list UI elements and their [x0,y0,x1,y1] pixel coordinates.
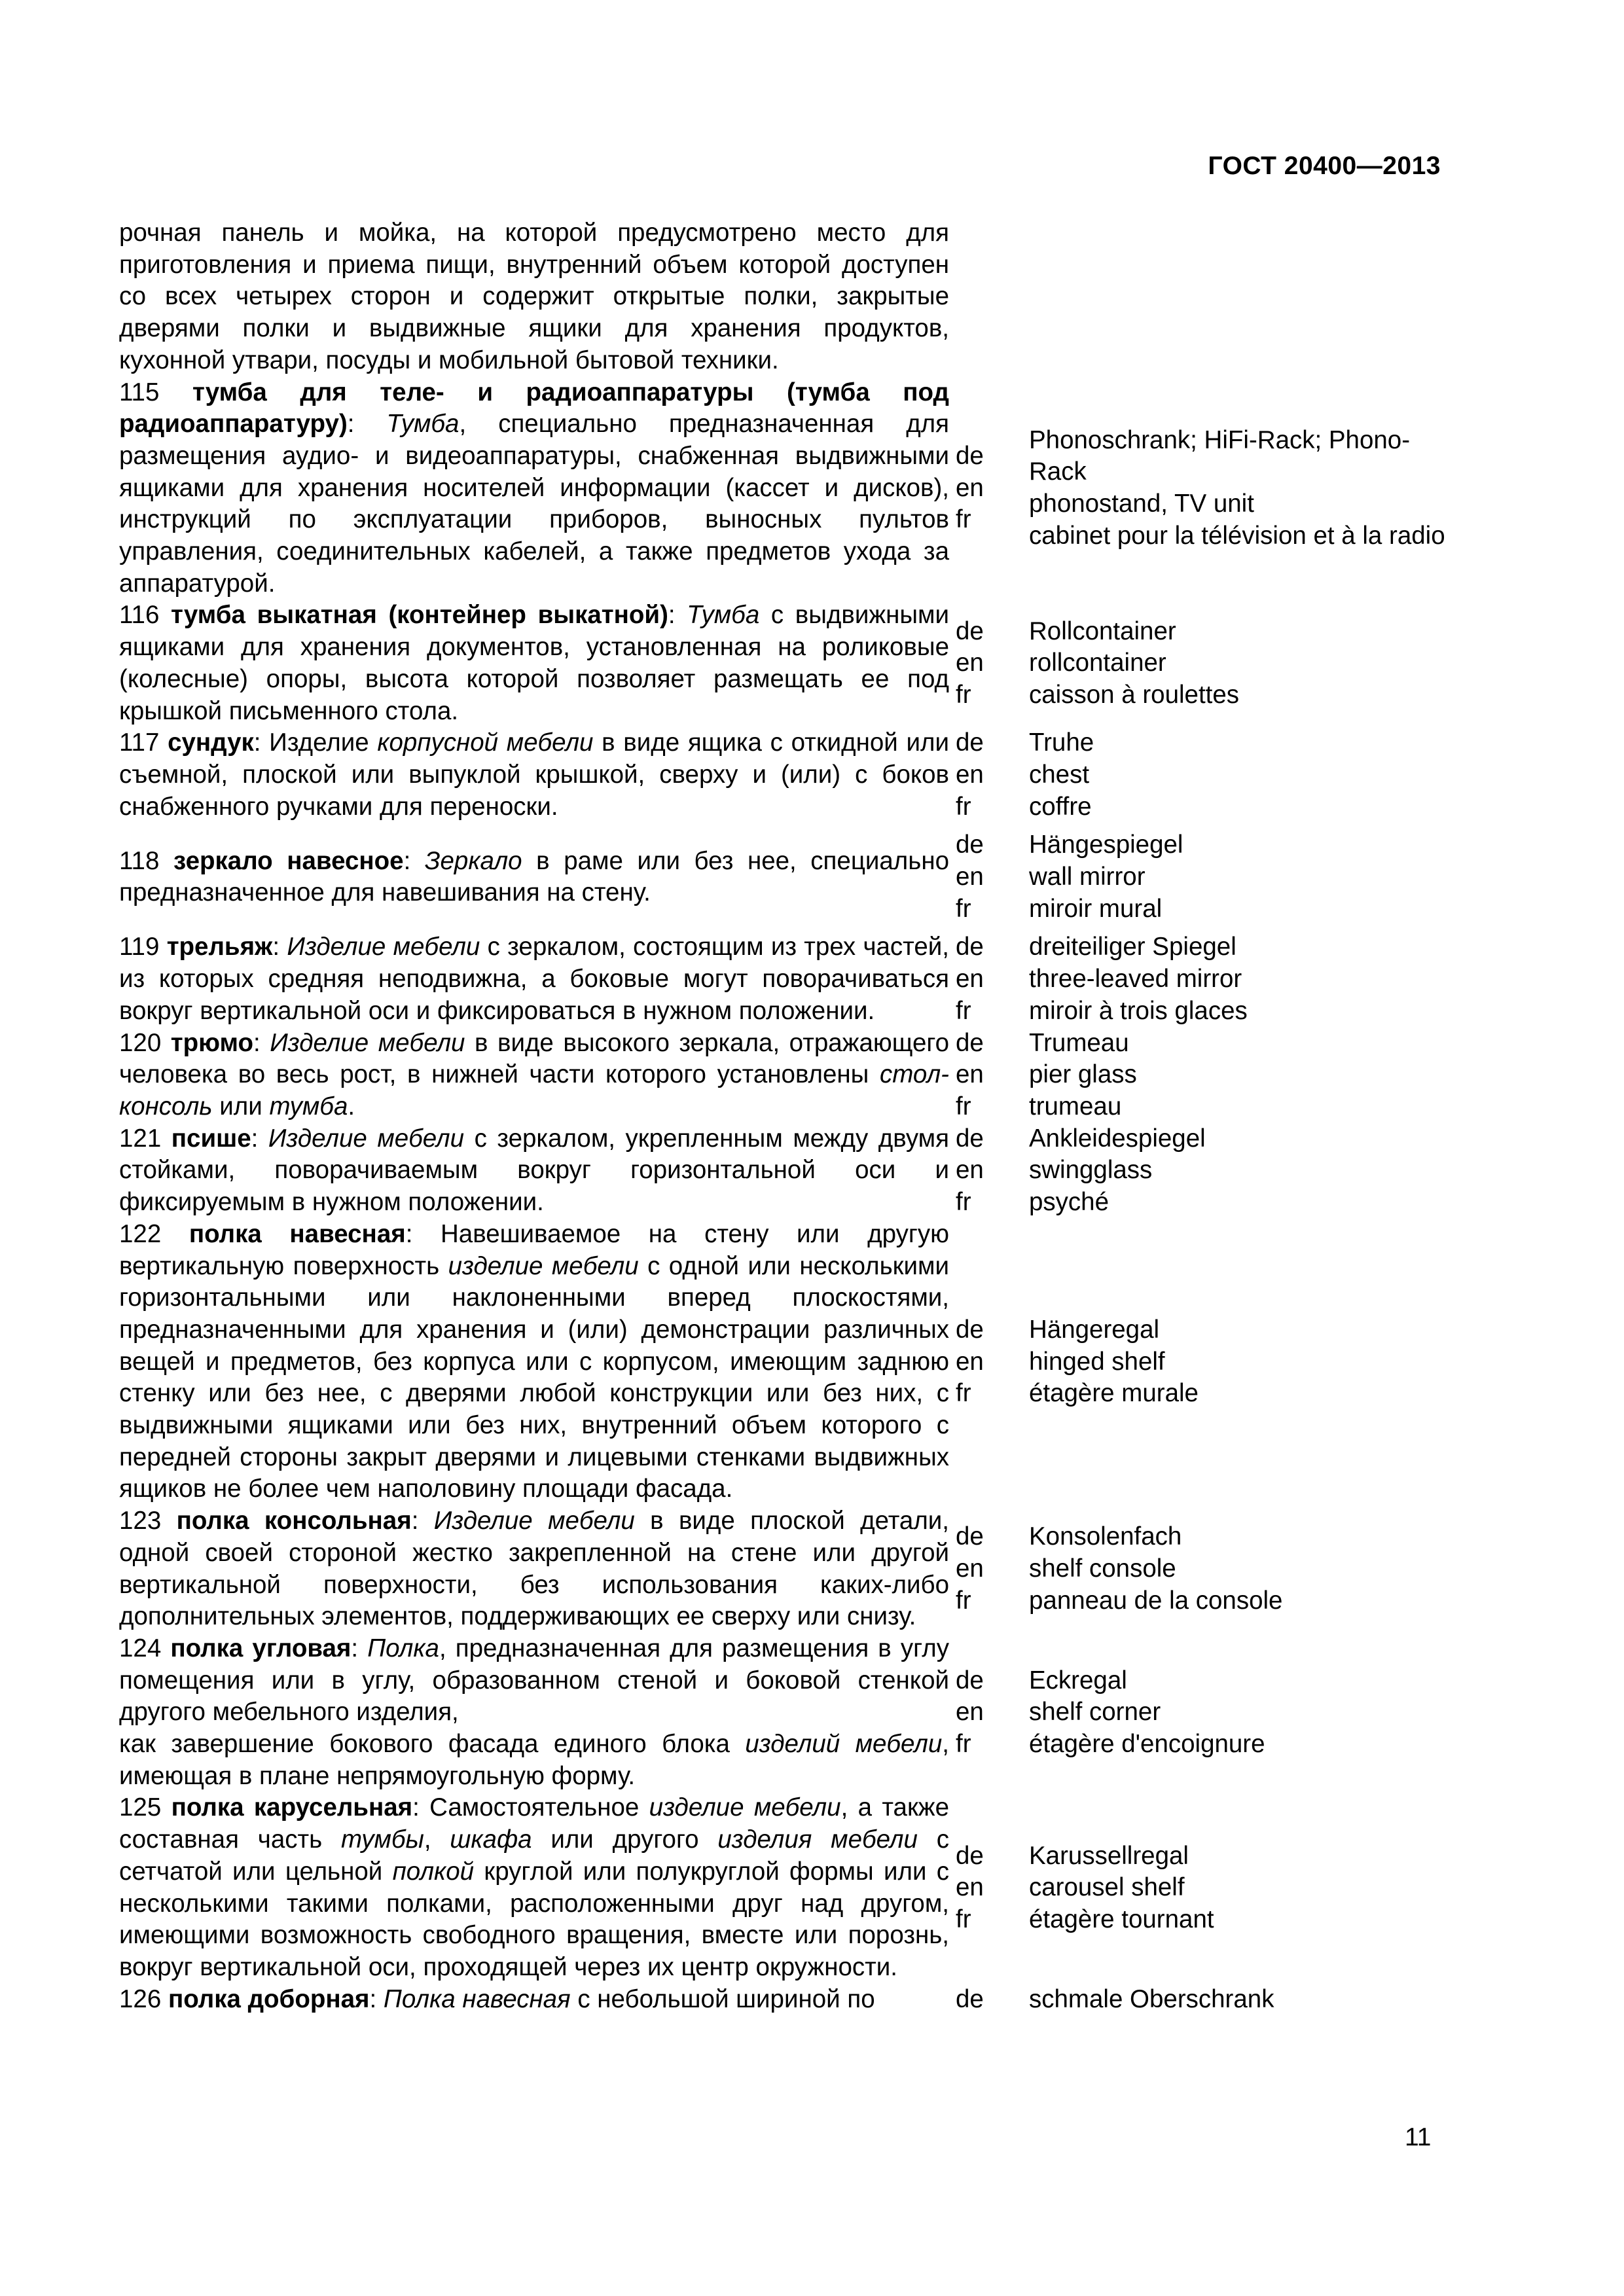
definition-text: с зеркалом, укрепленным между двумя стойками, поворачиваемым вокруг горизонтальной оси и фиксируемым в нужном положении. [119,1124,949,1217]
term-number: 125 [119,1793,162,1822]
translation-term: cabinet pour la télévision et à la radio [1029,521,1445,550]
term-definition [119,727,952,823]
language-code: de [956,441,984,470]
definition-text: с зеркалом, состоящим из трех частей, из которых средняя неподвижна, а боковые могут поворачиваться вокруг вертикальной оси и фиксироваться в нужном положении. [119,933,949,1025]
term-reference: изделия мебели [717,1825,918,1854]
definition-text: : [253,1028,270,1057]
term-reference: корпусной мебели [377,728,594,757]
language-code: en [956,863,984,891]
translation-term: caisson à roulettes [1029,681,1240,709]
language-codes [952,440,1029,536]
term-number: 118 [119,846,160,875]
term-reference: тумба [269,1092,348,1121]
definition-text: : Навешиваемое на стену или другую вертикальную поверхность [119,1219,949,1280]
translations [1029,1521,1454,1617]
translation-term: miroir à trois glaces [1029,996,1248,1025]
translation-term: pier glass [1029,1060,1137,1089]
translation-term: Trumeau [1029,1028,1129,1057]
term-number: 123 [119,1507,162,1535]
term-reference: изделие мебели [448,1251,639,1280]
term-number: 122 [119,1219,162,1248]
language-codes [952,931,1029,1027]
term-entry [119,1219,1454,1505]
language-code: de [956,831,984,859]
term-definition [119,1984,952,2016]
term-entry [119,600,1454,727]
definition-text: круглой или полукруглой формы или с несколькими такими полками, расположенными друг над другом, имеющими возможность свободного вращения, вместе или порознь, вокруг вертикальной оси, проходящей через их центр окружности. [119,1857,949,1981]
term-entry [119,1984,1454,2016]
definition-text: в виде плоской детали, одной своей стороной жестко закрепленной на стене или другой вертикальной поверхности, без использования каких-либо дополнительных элементов, поддерживающих ее сверху или снизу. [119,1507,949,1631]
language-codes [952,727,1029,823]
term-name: тумба для теле- и радиоаппаратуры (тумба под радиоаппаратуру) [119,378,949,439]
language-code: fr [956,1188,971,1217]
language-codes [952,1123,1029,1219]
term-name: сундук [168,728,254,757]
term-reference: изделие мебели [649,1793,841,1822]
term-reference: Полка навесная [383,1984,571,2013]
translations [1029,727,1454,823]
language-code: en [956,1347,984,1376]
definition-text: , предназначенная для размещения в углу помещения или в углу, образованном стеной и боковой стенкой другого мебельного изделия, [119,1634,950,1727]
term-reference: полкой [392,1857,475,1886]
definition-text: : [668,601,687,630]
translation-term: Hängeregal [1029,1315,1160,1344]
language-code: en [956,1873,984,1902]
translation-term: dreiteiliger Spiegel [1029,933,1236,961]
term-entry [119,1028,1454,1123]
translations [1029,1665,1454,1761]
term-entry [119,727,1454,823]
term-definition [119,1028,952,1123]
translation-term: Hängespiegel [1029,831,1183,859]
translation-term: Ankleidespiegel [1029,1124,1206,1153]
language-codes [952,1028,1029,1123]
definition-text: с выдвижными ящиками для хранения документов, установленная на роликовые (колесные) опоры, высота которой позволяет размещать ее под крышкой письменного стола. [119,601,949,725]
language-code: de [956,1124,984,1153]
translation-term: Phonoschrank; HiFi-Rack; Phono-Rack [1029,425,1411,486]
definition-text: : [272,933,287,961]
translation-term: étagère tournant [1029,1905,1214,1933]
language-code: de [956,1841,984,1870]
term-definition [119,1505,952,1633]
definition-text: : [251,1124,268,1153]
definition-text: с сетчатой или цельной [119,1825,949,1886]
term-name: псише [171,1124,251,1153]
translations [1029,931,1454,1027]
term-definition [119,1792,952,1983]
term-entry [119,1633,1454,1793]
translation-term: shelf console [1029,1554,1176,1583]
term-reference: тумбы [341,1825,424,1854]
term-definition [119,377,952,600]
term-name: зеркало навесное [173,846,404,875]
definition-text: как завершение бокового фасада единого блока [119,1730,746,1759]
definition-text: , имеющая в плане непрямоугольную форму. [119,1730,949,1790]
definition-text: в виде ящика с откидной или съемной, плоской или выпуклой крышкой, сверху и (или) с боков снабженного ручками для переноски. [119,728,949,821]
translations [1029,425,1454,552]
definition-text: : Самостоятельное [412,1793,649,1822]
translation-term: Rollcontainer [1029,617,1176,645]
term-name: полка навесная [189,1219,406,1248]
language-code: en [956,473,984,502]
term-definition [119,846,952,909]
term-reference: изделий мебели [745,1730,943,1759]
definition-text: , а также составная часть [119,1793,949,1854]
intro-fragment: рочная панель и мойка, на которой предусмотрено место для приготовления и приема пищи, внутренний объем которой доступен со всех четырех сторон и содержит открытые полки, закрытые дверями полки и выдвижные ящики для хранения продуктов, кухонной утвари, посуды и мобильной бытовой техники. [119,219,949,374]
term-number: 126 [119,1984,162,2013]
translations [1029,616,1454,711]
language-code: de [956,1315,984,1344]
translation-term: coffre [1029,792,1092,821]
definition-text: : [403,846,425,875]
term-number: 121 [119,1124,162,1153]
term-definition [119,600,952,727]
translations [1029,1028,1454,1123]
translation-term: phonostand, TV unit [1029,489,1254,518]
term-number: 124 [119,1634,162,1662]
language-code: de [956,617,984,645]
definition-text: в виде высокого зеркала, отражающего человека во весь рост, в нижней части которого установлены [119,1028,949,1089]
term-number: 119 [119,933,160,961]
translation-term: carousel shelf [1029,1873,1185,1902]
page-number: 11 [1405,2123,1432,2151]
language-code: fr [956,1905,971,1933]
language-code: en [956,1156,984,1185]
definition-text: . [348,1092,355,1121]
language-code: de [956,728,984,757]
term-entry [119,377,1454,600]
language-code: en [956,1060,984,1089]
definition-text: : Изделие [253,728,378,757]
definition-text: с небольшой шириной по [570,1984,875,2013]
definition-text: : [351,1634,368,1662]
translation-term: Karussellregal [1029,1841,1189,1870]
term-definition [119,1123,952,1219]
language-code: fr [956,1092,971,1121]
term-number: 117 [119,728,160,757]
translation-term: miroir mural [1029,894,1163,923]
language-code: de [956,1522,984,1551]
term-reference: Тумба [687,601,760,630]
translation-term: Truhe [1029,728,1094,757]
translation-term: étagère murale [1029,1379,1199,1408]
translation-term: étagère d'encoignure [1029,1730,1265,1759]
translation-term: schmale Oberschrank [1029,1984,1274,2013]
language-codes [952,616,1029,711]
language-code: fr [956,996,971,1025]
translation-term: trumeau [1029,1092,1122,1121]
translations [1029,1314,1454,1410]
term-number: 120 [119,1028,162,1057]
translation-term: hinged shelf [1029,1347,1165,1376]
term-reference: Зеркало [424,846,522,875]
language-codes [952,1314,1029,1410]
term-name: полка угловая [170,1634,352,1662]
language-code: de [956,1028,984,1057]
language-code: en [956,760,984,789]
term-reference: Изделие мебели [270,1028,465,1057]
term-name: полка консольная [176,1507,412,1535]
language-codes [952,1984,1029,2016]
term-entry [119,1792,1454,1983]
language-code: fr [956,1586,971,1615]
term-reference: Изделие мебели [268,1124,465,1153]
term-reference: Изделие мебели [287,933,480,961]
translation-term: panneau de la console [1029,1586,1283,1615]
translation-term: chest [1029,760,1090,789]
definition-text: : [347,410,387,439]
definition-text: в раме или без нее, специально предназначенное для навешивания на стену. [119,846,949,907]
term-entry [119,1505,1454,1633]
language-code: en [956,1554,984,1583]
term-definition [119,1633,952,1793]
definition-text: : [411,1507,434,1535]
language-codes [952,1521,1029,1617]
language-code: fr [956,792,971,821]
page-header: ГОСТ 20400—2013 [1208,152,1441,180]
term-entry [119,1123,1454,1219]
intro-fragment-row [119,217,1454,377]
translations [1029,1840,1454,1936]
term-name: полка карусельная [171,1793,413,1822]
language-codes [952,1665,1029,1761]
term-definition [119,931,952,1027]
translations [1029,829,1454,925]
language-code: fr [956,1379,971,1408]
language-code: en [956,649,984,677]
language-code: de [956,1666,984,1695]
translation-term: rollcontainer [1029,649,1166,677]
entry-list [119,377,1454,2016]
translation-term: shelf corner [1029,1698,1161,1727]
translation-term: psyché [1029,1188,1109,1217]
term-entry [119,829,1454,925]
term-name: трельяж [166,933,273,961]
term-name: полка доборная [168,1984,370,2013]
term-name: тумба выкатная (контейнер выкатной) [171,601,668,630]
term-definition [119,1219,952,1505]
term-reference: Полка [367,1634,439,1662]
translation-term: wall mirror [1029,863,1146,891]
term-entries [119,217,1454,2015]
language-codes [952,829,1029,925]
definition-text: , [424,1825,450,1854]
term-reference: Изделие мебели [433,1507,635,1535]
definition-text: с одной или несколькими горизонтальными или наклоненными вперед плоскостями, предназначенными для хранения и (или) демонстрации различных вещей и предметов, без корпуса или с корпусом, имеющим заднюю стенку или без нее, с дверями любой конструкции или без них, с выдвижными ящиками или без них, внутренний объем которого с передней стороны закрыт дверями и лицевыми стенками выдвижных ящиков не более чем наполовину площади фасада. [119,1251,949,1503]
language-code: en [956,965,984,994]
definition-text: , специально предназначенная для размещения аудио- и видеоаппаратуры, снабженная выдвижными ящиками для хранения носителей информации (кассет и дисков), инструкций по эксплуатации приборов, выносных пультов управления, соединительных кабелей, а также предметов ухода за аппаратурой. [119,410,949,598]
definition-text: или [212,1092,270,1121]
translations [1029,1123,1454,1219]
term-reference: стол-консоль [119,1060,949,1121]
term-reference: Тумба [386,410,460,439]
language-codes [952,1840,1029,1936]
definition-text: : [369,1984,384,2013]
term-name: трюмо [170,1028,254,1057]
term-number: 115 [119,378,160,406]
term-number: 116 [119,601,160,630]
translation-term: Konsolenfach [1029,1522,1182,1551]
language-code: fr [956,505,971,534]
language-code: fr [956,894,971,923]
translation-term: Eckregal [1029,1666,1127,1695]
translation-term: three-leaved mirror [1029,965,1242,994]
language-code: de [956,1984,984,2013]
definition-text: или другого [532,1825,718,1854]
language-code: de [956,933,984,961]
language-code: fr [956,681,971,709]
term-entry [119,931,1454,1027]
translation-term: swingglass [1029,1156,1153,1185]
language-code: fr [956,1730,971,1759]
term-reference: шкафа [450,1825,532,1854]
translations [1029,1984,1454,2016]
language-code: en [956,1698,984,1727]
